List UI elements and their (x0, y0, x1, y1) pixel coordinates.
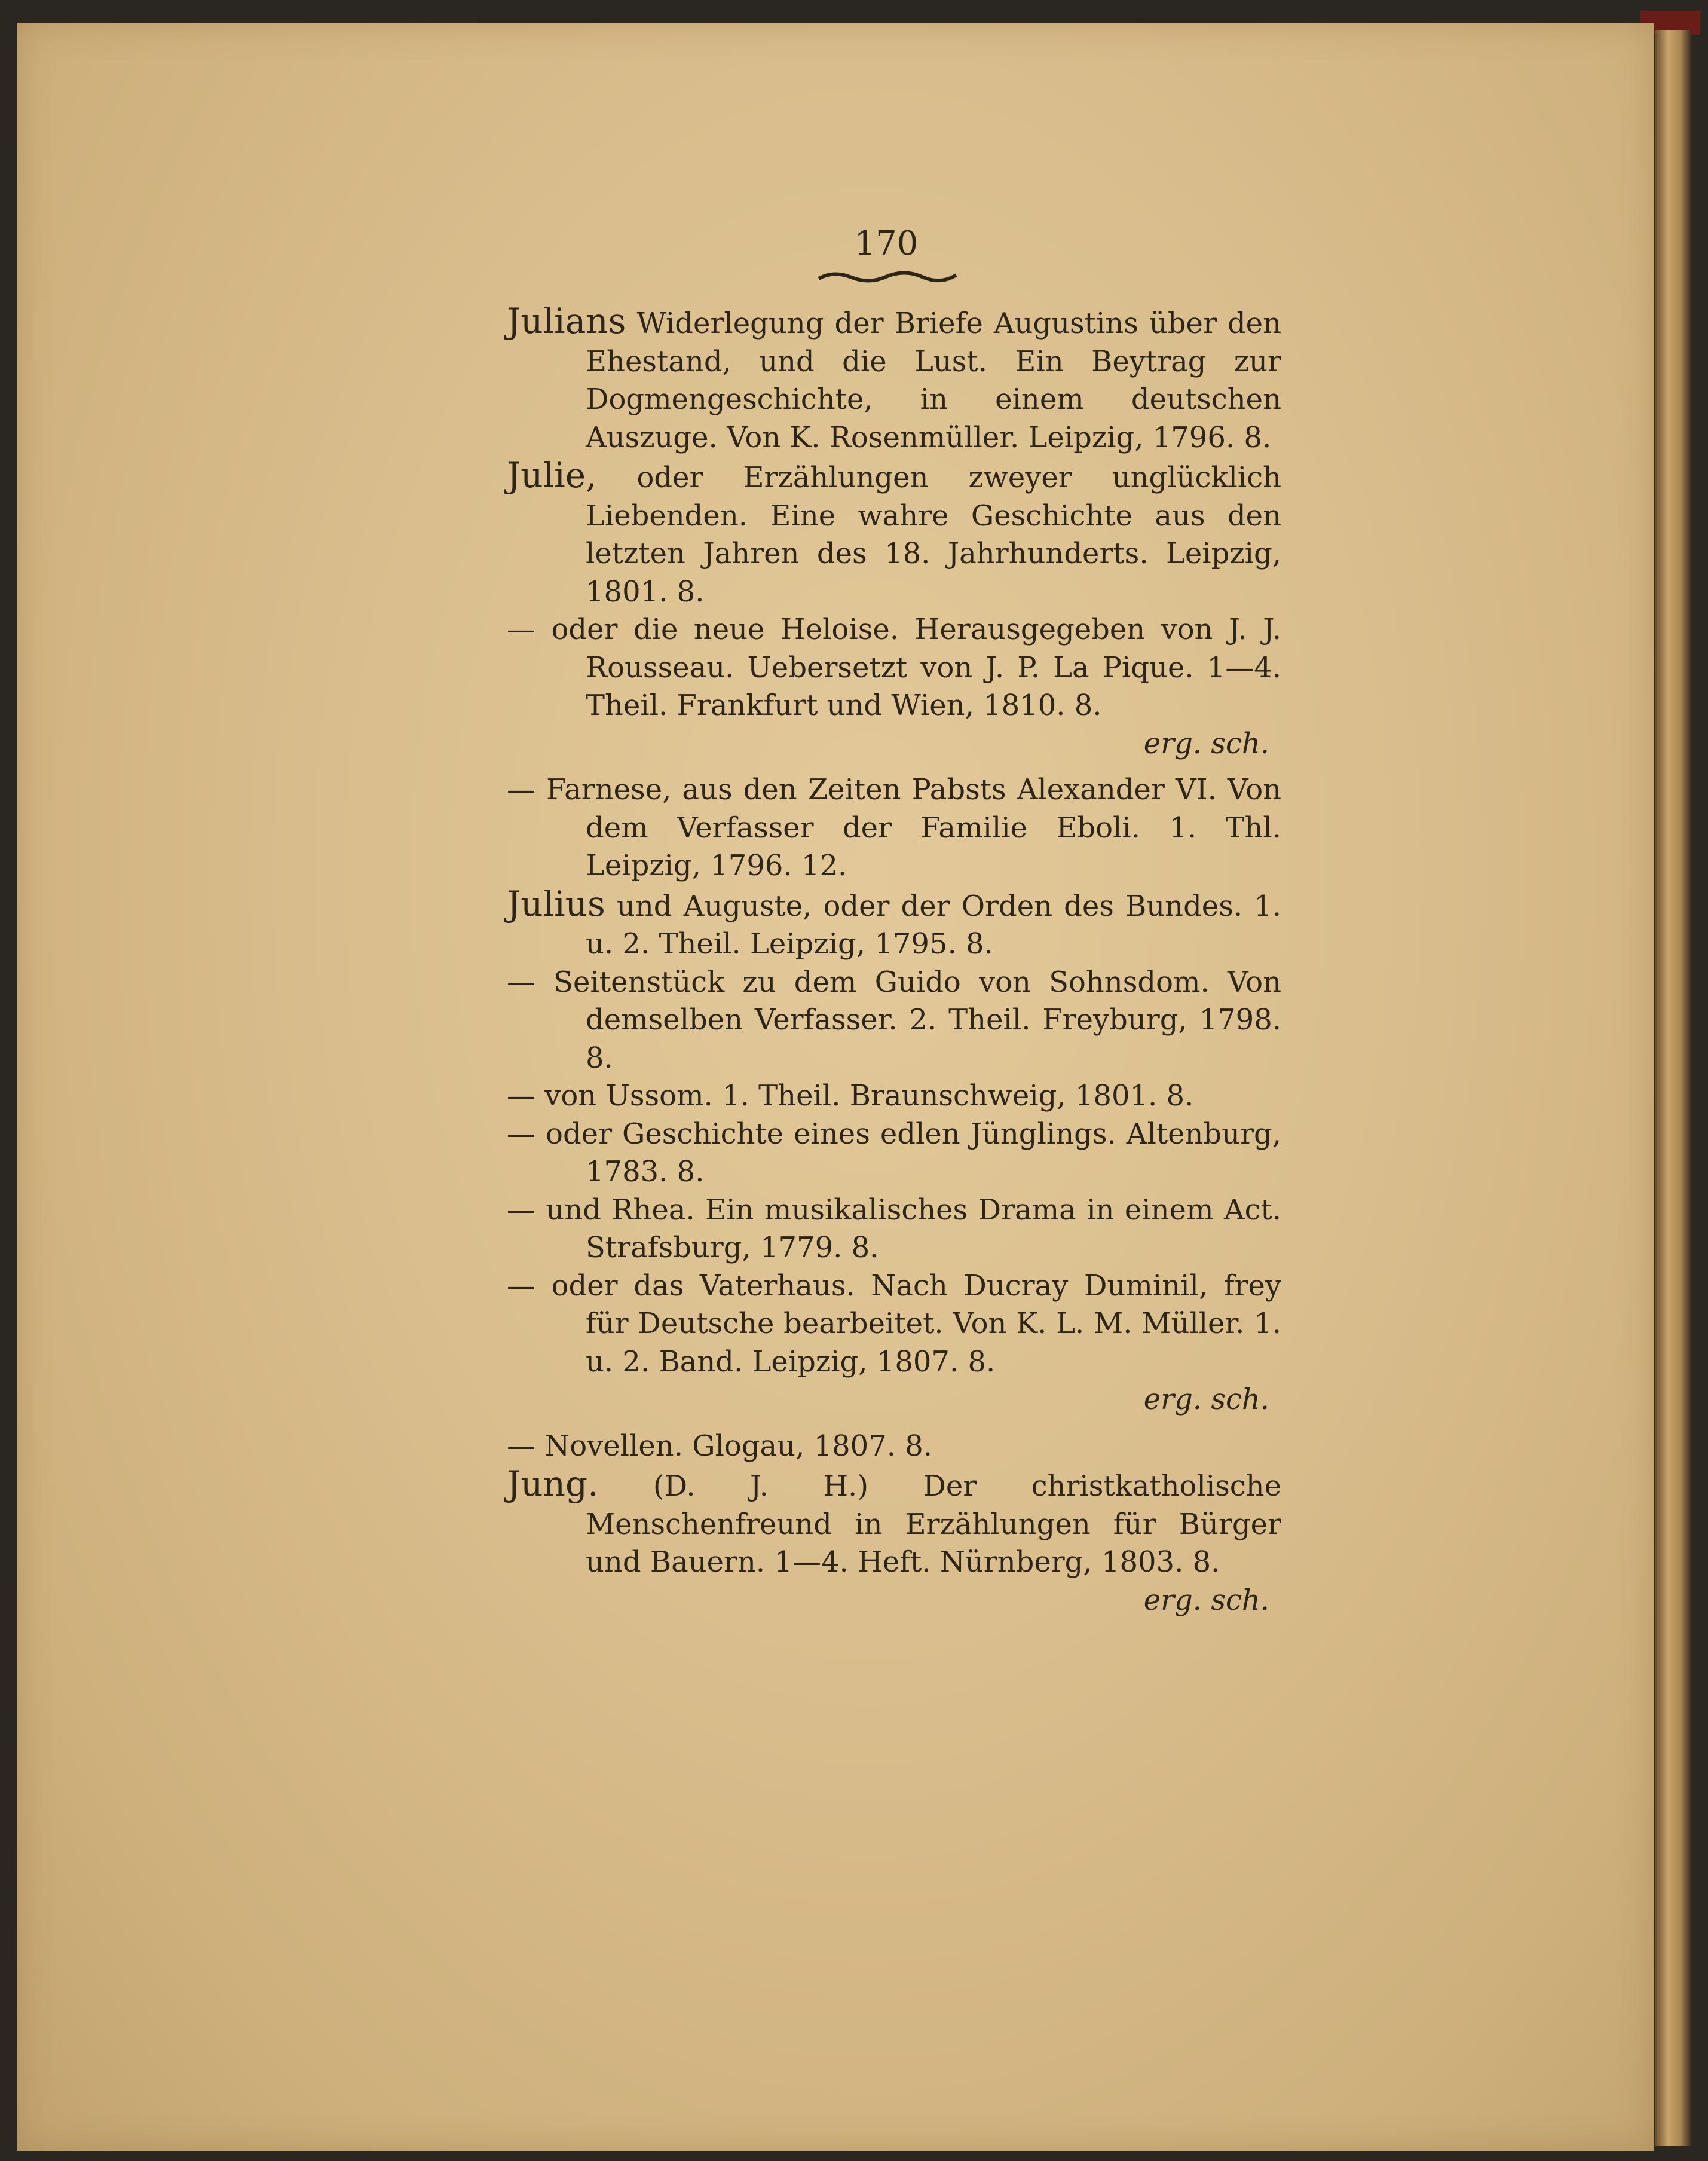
entry-text (507, 1191, 1281, 1267)
catalog-entry (507, 1191, 1281, 1267)
entry-body: (D. J. H.) Der christkatholische Menschenfreund in Erzählungen für Bürger und Bauern. 1—4. Heft. Nürnberg, 1803. 8. (586, 1469, 1281, 1579)
entry-body: und Rhea. Ein musikalisches Drama in einem Act. Strafsburg, 1779. 8. (535, 1193, 1281, 1264)
entry-headword: — (507, 1429, 535, 1463)
entry-text (507, 302, 1281, 457)
entry-headword: Jung. (507, 1463, 599, 1504)
entry-headword: — (507, 1269, 535, 1303)
page-number: 170 (854, 224, 919, 263)
entry-text (507, 1428, 1281, 1466)
catalog-entry (507, 611, 1281, 763)
entry-body: Farnese, aus den Zeiten Pabsts Alexander VI. Von dem Verfasser der Familie Eboli. 1. Thl. Leipzig, 1796. 12. (535, 773, 1281, 882)
entry-text (507, 1267, 1281, 1381)
entry-headword: Julians (507, 301, 626, 341)
entry-headword: — (507, 1079, 535, 1112)
entry-text (507, 1465, 1281, 1582)
entry-body: Seitenstück zu dem Guido von Sohnsdom. Von demselben Verfasser. 2. Theil. Freyburg, 1798. 8. (535, 965, 1281, 1075)
entry-text (507, 611, 1281, 725)
entry-text (507, 1077, 1281, 1115)
entry-body: oder Erzählungen zweyer unglücklich Liebenden. Eine wahre Geschichte aus den letzten Jahren des 18. Jahrhunderts. Leipzig, 1801. 8. (586, 461, 1281, 609)
catalog-entry (507, 1077, 1281, 1115)
entry-headword: — (507, 965, 535, 999)
entry-body: Novellen. Glogau, 1807. 8. (535, 1429, 933, 1463)
entry-text (507, 771, 1281, 885)
entry-body: von Ussom. 1. Theil. Braunschweig, 1801. 8. (535, 1079, 1194, 1112)
entry-body: oder Geschichte eines edlen Jünglings. Altenburg, 1783. 8. (535, 1117, 1281, 1188)
entry-headword: — (507, 1193, 535, 1227)
catalog-entry (507, 1115, 1281, 1191)
catalog-entry (507, 1428, 1281, 1466)
entry-body: oder die neue Heloise. Herausgegeben von J. J. Rousseau. Uebersetzt von J. P. La Pique. 1—4. Theil. Frankfurt und Wien, 1810. 8. (535, 613, 1281, 722)
book-spine (1655, 30, 1691, 2146)
catalog-entry (507, 885, 1281, 964)
entry-signature: erg. sch. (1143, 726, 1269, 760)
entry-body: und Auguste, oder der Orden des Bundes. 1. u. 2. Theil. Leipzig, 1795. 8. (586, 889, 1281, 961)
catalog-entry (507, 1267, 1281, 1419)
entry-headword: Julius (507, 883, 605, 924)
entry-headword: — (507, 1117, 535, 1151)
catalog-entry (507, 964, 1281, 1078)
catalog-entry (507, 457, 1281, 611)
entry-text (507, 457, 1281, 611)
catalog-entry (507, 1465, 1281, 1619)
entry-body: Widerlegung der Briefe Augustins über den Ehestand, und die Lust. Ein Beytrag zur Dogmengeschichte, in einem deutschen Auszuge. Von K. Rosenmüller. Leipzig, 1796. 8. (586, 307, 1281, 454)
catalog-entries (507, 226, 1281, 1628)
entry-text (507, 1115, 1281, 1191)
entry-headword: — (507, 773, 535, 806)
entry-text (507, 964, 1281, 1078)
entry-signature: erg. sch. (1143, 1583, 1269, 1617)
entry-body: oder das Vaterhaus. Nach Ducray Duminil, frey für Deutsche bearbeitet. Von K. L. M. Müller. 1. u. 2. Band. Leipzig, 1807. 8. (535, 1269, 1281, 1378)
entry-text (507, 885, 1281, 964)
catalog-entry (507, 771, 1281, 885)
entry-signature: erg. sch. (1143, 1383, 1269, 1416)
catalog-entry (507, 302, 1281, 457)
entry-headword: Julie, (507, 455, 597, 496)
entry-headword: — (507, 613, 535, 646)
